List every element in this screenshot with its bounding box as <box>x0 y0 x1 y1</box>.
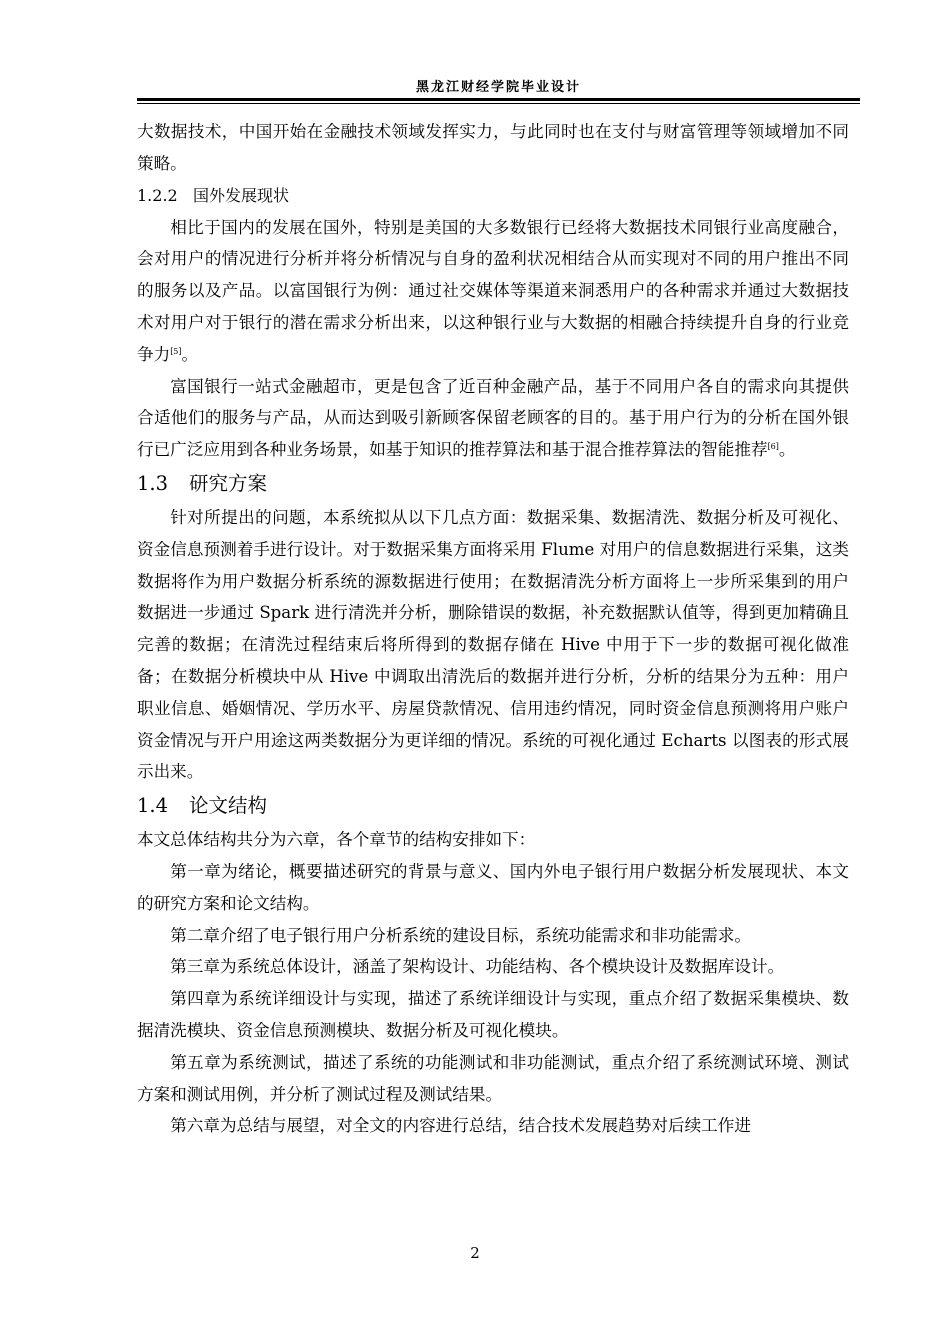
paragraph: 第三章为系统总体设计，涵盖了架构设计、功能结构、各个模块设计及数据库设计。 <box>170 957 785 977</box>
section-heading-1-3 <box>137 468 849 500</box>
section-title: 国外发展现状 <box>193 185 290 205</box>
paragraph: 第六章为总结与展望，对全文的内容进行总结，结合技术发展趋势对后续工作进 <box>170 1116 751 1136</box>
paragraph: 富国银行一站式金融超市，更是包含了近百种金融产品，基于不同用户各自的需求向其提供合适他们的服务与产品，从而达到吸引新顾客保留老顾客的目的。基于用户行为的分析在国外银行已广泛应用到各种业务场景，如基于知识的推荐算法和基于混合推荐算法的智能推荐[6]。 <box>137 376 849 460</box>
section-number: 1.2.2 <box>137 185 178 205</box>
paragraph: 第五章为系统测试，描述了系统的功能测试和非功能测试，重点介绍了系统测试环境、测试方案和测试用例，并分析了测试过程及测试结果。 <box>137 1052 849 1104</box>
section-number: 1.3 <box>137 471 169 495</box>
section-title: 论文结构 <box>189 794 268 818</box>
section-heading-1-2-2 <box>137 180 849 212</box>
header-rule-thin <box>137 103 860 104</box>
paragraph-continued: 大数据技术，中国开始在金融技术领域发挥实力，与此同时也在支付与财富管理等领域增加不同策略。 <box>137 122 849 173</box>
running-header: 黑龙江财经学院毕业设计 <box>415 80 581 95</box>
page-body <box>137 116 849 1142</box>
page-number: 2 <box>470 1244 480 1262</box>
paragraph: 第二章介绍了电子银行用户分析系统的建设目标，系统功能需求和非功能需求。 <box>170 925 751 945</box>
paragraph: 第一章为绪论，概要描述研究的背景与意义、国内外电子银行用户数据分析发展现状、本文的研究方案和论文结构。 <box>137 861 849 913</box>
paragraph: 本文总体结构共分为六章，各个章节的结构安排如下： <box>137 830 536 850</box>
header-rule-thick <box>137 98 860 101</box>
citation: [5] <box>170 346 182 356</box>
section-title: 研究方案 <box>189 471 268 495</box>
paragraph: 第四章为系统详细设计与实现，描述了系统详细设计与实现，重点介绍了数据采集模块、数据清洗模块、资金信息预测模块、数据分析及可视化模块。 <box>137 989 849 1040</box>
section-heading-1-4 <box>137 790 849 822</box>
paragraph: 相比于国内的发展在国外，特别是美国的大多数银行已经将大数据技术同银行业高度融合，会对用户的情况进行分析并将分析情况与自身的盈利状况相结合从而实现对不同的用户推出不同的服务以及产品。以富国银行为例：通过社交媒体等渠道来洞悉用户的各种需求并通过大数据技术对用户对于银行的潜在需求分析出来，以这种银行业与大数据的相融合持续提升自身的行业竞争力[5]。 <box>137 217 849 364</box>
paragraph: 针对所提出的问题，本系统拟从以下几点方面：数据采集、数据清洗、数据分析及可视化、资金信息预测着手进行设计。对于数据采集方面将采用 Flume 对用户的信息数据进行采集，这类数据将作为用户数据分析系统的源数据进行使用；在数据清洗分析方面将上一步所采集到的用户数据进一步通过 Spark 进行清洗并分析，删除错误的数据，补充数据默认值等，得到更加精确且完善的数据；在清洗过程结束后将所得到的数据存储在 Hive 中用于下一步的数据可视化做准备；在数据分析模块中从 Hive 中调取出清洗后的数据并进行分析，分析的结果分为五种：用户职业信息、婚姻情况、学历水平、房屋贷款情况、信用违约情况，同时资金信息预测将用户账户资金情况与开户用途这两类数据分为更详细的情况。系统的可视化通过 Echarts 以图表的形式展示出来。 <box>137 507 849 782</box>
citation: [6] <box>767 442 779 452</box>
section-number: 1.4 <box>137 794 169 818</box>
